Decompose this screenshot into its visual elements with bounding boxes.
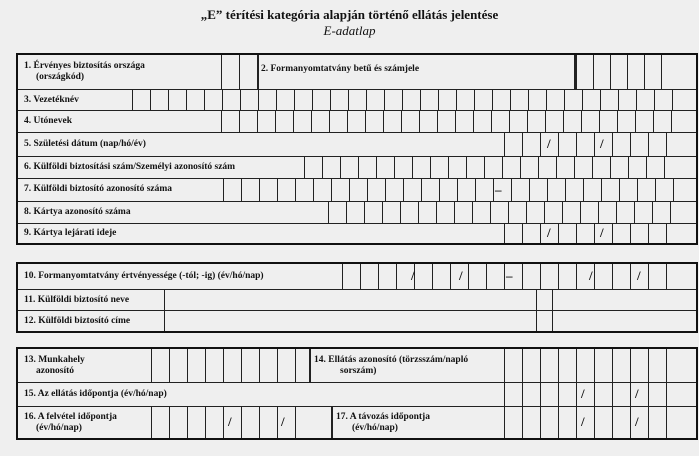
validity-box[interactable] — [648, 264, 666, 289]
given-name-box[interactable] — [401, 111, 419, 132]
surname-box[interactable] — [186, 90, 204, 110]
validity-box[interactable] — [540, 264, 558, 289]
insurance-number-box[interactable] — [646, 157, 664, 178]
given-name-box[interactable] — [653, 111, 671, 132]
insurer-id-box[interactable] — [547, 179, 565, 201]
surname-box[interactable] — [258, 90, 276, 110]
given-name-box[interactable] — [311, 111, 329, 132]
workplace-id-box[interactable] — [259, 349, 277, 382]
insurer-id-box[interactable] — [295, 179, 313, 201]
range-dash-separator: – — [506, 268, 513, 283]
discharge-date-box[interactable] — [630, 407, 648, 438]
row-10-validity — [18, 264, 696, 289]
insurer-id-box[interactable] — [223, 179, 241, 201]
card-id-box[interactable] — [670, 202, 696, 223]
care-id-box[interactable] — [648, 349, 666, 382]
card-id-box[interactable] — [454, 202, 472, 223]
card-expiry-box[interactable] — [522, 224, 540, 243]
validity-box[interactable] — [378, 264, 396, 289]
country-code-box-1[interactable] — [221, 55, 239, 89]
given-name-box[interactable] — [563, 111, 581, 132]
discharge-date-box[interactable] — [540, 407, 558, 438]
card-id-box[interactable] — [598, 202, 616, 223]
label-insurer-id: 7. Külföldi biztosító azonosító száma — [24, 184, 173, 194]
discharge-date-box[interactable] — [648, 407, 666, 438]
insurance-number-box[interactable] — [538, 157, 556, 178]
label-country-code: (országkód) — [36, 72, 85, 82]
country-code-box-2[interactable] — [239, 55, 257, 89]
given-name-box[interactable] — [419, 111, 437, 132]
insurer-id-box[interactable] — [259, 179, 277, 201]
discharge-date-box[interactable] — [594, 407, 612, 438]
care-id-box[interactable] — [612, 349, 630, 382]
insurance-number-box[interactable] — [502, 157, 520, 178]
surname-box[interactable] — [636, 90, 654, 110]
card-id-box[interactable] — [418, 202, 436, 223]
date-separator: / — [228, 414, 232, 429]
card-id-box[interactable] — [526, 202, 544, 223]
admission-date-box[interactable] — [223, 407, 241, 438]
given-name-box[interactable] — [509, 111, 527, 132]
given-name-box[interactable] — [617, 111, 635, 132]
date-separator: / — [600, 136, 604, 151]
form-subtitle: E-adatlap — [323, 23, 376, 38]
care-id-box[interactable] — [630, 349, 648, 382]
card-id-box[interactable] — [562, 202, 580, 223]
insurer-address-box[interactable] — [536, 311, 552, 331]
insurer-address-field-end[interactable] — [552, 311, 696, 331]
workplace-id-box[interactable] — [187, 349, 205, 382]
date-separator: / — [637, 268, 641, 283]
surname-box[interactable] — [600, 90, 618, 110]
given-name-box[interactable] — [455, 111, 473, 132]
insurer-id-box[interactable] — [619, 179, 637, 201]
care-date-box[interactable] — [522, 383, 540, 406]
insurer-id-box[interactable] — [565, 179, 583, 201]
surname-box[interactable] — [294, 90, 312, 110]
insurer-id-box[interactable] — [637, 179, 655, 201]
care-date-box[interactable] — [558, 383, 576, 406]
insurer-id-box[interactable] — [421, 179, 439, 201]
card-id-box[interactable] — [544, 202, 562, 223]
card-id-box[interactable] — [634, 202, 652, 223]
validity-box[interactable] — [612, 264, 630, 289]
label-insurance-number: 6. Külföldi biztosítási szám/Személyi azonosító szám — [24, 162, 236, 172]
card-id-box[interactable] — [580, 202, 598, 223]
given-name-box[interactable] — [545, 111, 563, 132]
discharge-date-box[interactable] — [576, 407, 594, 438]
validity-box[interactable] — [414, 264, 432, 289]
label-given-names: 4. Utónevek — [24, 116, 73, 126]
card-expiry-box[interactable] — [558, 224, 576, 243]
label-validity: 10. Formanyomtatvány értvényessége (-tól; -ig) (év/hó/nap) — [24, 271, 264, 281]
card-expiry-box[interactable] — [648, 224, 666, 243]
surname-box[interactable] — [312, 90, 330, 110]
insurance-number-box[interactable] — [664, 157, 696, 178]
row-5-birth-date — [18, 132, 696, 156]
given-name-box[interactable] — [383, 111, 401, 132]
given-name-box[interactable] — [365, 111, 383, 132]
care-date-box[interactable] — [666, 383, 696, 406]
section-form-validity — [16, 262, 698, 333]
admission-date-box[interactable] — [259, 407, 277, 438]
insurer-name-box[interactable] — [536, 290, 552, 310]
validity-box[interactable] — [432, 264, 450, 289]
birth-date-box[interactable] — [558, 133, 576, 156]
label-discharge-date: 17. A távozás időpontja — [336, 412, 430, 422]
insurance-number-box[interactable] — [628, 157, 646, 178]
label-insurance-country: 1. Érvényes biztosítás országa — [24, 61, 145, 71]
row-4-given-names — [18, 110, 696, 132]
card-id-box[interactable] — [472, 202, 490, 223]
insurer-id-box[interactable] — [349, 179, 367, 201]
label-admission-date-2: (év/hó/nap) — [36, 423, 82, 433]
given-name-box[interactable] — [239, 111, 257, 132]
insurance-number-box[interactable] — [574, 157, 592, 178]
insurer-id-box[interactable] — [277, 179, 295, 201]
card-id-box[interactable] — [508, 202, 526, 223]
insurer-id-box[interactable] — [475, 179, 493, 201]
care-date-box[interactable] — [576, 383, 594, 406]
form-title: „E” térítési kategória alapján történő ellátás jelentése — [200, 7, 499, 22]
birth-date-box[interactable] — [522, 133, 540, 156]
form-code-box[interactable] — [644, 55, 661, 89]
admission-date-box[interactable] — [205, 407, 223, 438]
card-id-box[interactable] — [328, 202, 346, 223]
label-card-expiry: 9. Kártya lejárati ideje — [24, 228, 117, 238]
surname-box[interactable] — [276, 90, 294, 110]
label-care-id-2: sorszám) — [340, 366, 377, 376]
insurance-number-box[interactable] — [340, 157, 358, 178]
admission-date-box[interactable] — [295, 407, 309, 438]
row-11-insurer-name — [18, 289, 696, 310]
surname-box[interactable] — [528, 90, 546, 110]
validity-box[interactable] — [594, 264, 612, 289]
birth-date-box[interactable] — [648, 133, 666, 156]
insurance-number-box[interactable] — [358, 157, 376, 178]
surname-box[interactable] — [492, 90, 510, 110]
surname-box[interactable] — [132, 90, 150, 110]
given-name-box[interactable] — [257, 111, 275, 132]
care-id-box[interactable] — [540, 349, 558, 382]
insurer-id-box[interactable] — [313, 179, 331, 201]
surname-box[interactable] — [222, 90, 240, 110]
given-name-box[interactable] — [473, 111, 491, 132]
insurer-id-box[interactable] — [583, 179, 601, 201]
row-3-surname — [18, 89, 696, 110]
label-card-id: 8. Kártya azonosító száma — [24, 207, 131, 217]
section-care-data — [16, 347, 698, 440]
date-separator: / — [581, 414, 585, 429]
given-name-box[interactable] — [671, 111, 696, 132]
form-code-box[interactable] — [610, 55, 627, 89]
validity-box[interactable] — [486, 264, 504, 289]
card-id-box[interactable] — [616, 202, 634, 223]
validity-box[interactable] — [558, 264, 576, 289]
row-7-insurer-id — [18, 178, 696, 201]
date-separator: / — [281, 414, 285, 429]
date-separator: / — [600, 225, 604, 240]
insurer-id-box[interactable] — [673, 179, 696, 201]
surname-box[interactable] — [402, 90, 420, 110]
card-expiry-box[interactable] — [666, 224, 696, 243]
birth-date-box[interactable] — [612, 133, 630, 156]
insurer-id-box[interactable] — [601, 179, 619, 201]
surname-box[interactable] — [564, 90, 582, 110]
validity-box[interactable] — [468, 264, 486, 289]
row-12-insurer-address — [18, 310, 696, 331]
insurer-name-field[interactable] — [164, 290, 536, 310]
form-code-box[interactable] — [627, 55, 644, 89]
given-name-box[interactable] — [599, 111, 617, 132]
given-name-box[interactable] — [329, 111, 347, 132]
care-id-box[interactable] — [576, 349, 594, 382]
insurer-id-box[interactable] — [241, 179, 259, 201]
validity-box[interactable] — [342, 264, 360, 289]
surname-box[interactable] — [456, 90, 474, 110]
care-date-box[interactable] — [594, 383, 612, 406]
card-expiry-box[interactable] — [612, 224, 630, 243]
surname-box[interactable] — [672, 90, 696, 110]
date-separator: / — [411, 268, 415, 283]
discharge-date-box[interactable] — [504, 407, 522, 438]
insurer-name-field-end[interactable] — [552, 290, 696, 310]
validity-box[interactable] — [522, 264, 540, 289]
given-name-box[interactable] — [581, 111, 599, 132]
insurer-id-box[interactable] — [457, 179, 475, 201]
surname-box[interactable] — [510, 90, 528, 110]
insurance-number-box[interactable] — [448, 157, 466, 178]
id-dash-separator: – — [495, 182, 502, 197]
insurer-id-box[interactable] — [403, 179, 421, 201]
section-personal-data — [16, 53, 698, 245]
workplace-id-box[interactable] — [205, 349, 223, 382]
label-insurer-address: 12. Külföldi biztosító címe — [24, 316, 131, 326]
surname-box[interactable] — [240, 90, 258, 110]
insurer-id-box[interactable] — [439, 179, 457, 201]
insurer-address-field[interactable] — [164, 311, 536, 331]
form-code-box[interactable] — [576, 55, 593, 89]
given-name-box[interactable] — [221, 111, 239, 132]
label-admission-date: 16. A felvétel időpontja — [24, 412, 117, 422]
insurer-id-box[interactable] — [331, 179, 349, 201]
row-13-14 — [18, 349, 696, 382]
insurance-number-box[interactable] — [556, 157, 574, 178]
row-1-2 — [18, 55, 696, 89]
card-id-box[interactable] — [346, 202, 364, 223]
workplace-id-box[interactable] — [241, 349, 259, 382]
care-date-box[interactable] — [612, 383, 630, 406]
card-id-box[interactable] — [436, 202, 454, 223]
label-form-code: 2. Formanyomtatvány betű és számjele — [261, 64, 420, 74]
label-discharge-date-2: (év/hó/nap) — [352, 423, 398, 433]
insurer-id-box[interactable] — [385, 179, 403, 201]
surname-box[interactable] — [168, 90, 186, 110]
label-surname: 3. Vezetéknév — [24, 95, 79, 105]
insurance-number-box[interactable] — [376, 157, 394, 178]
card-id-box[interactable] — [652, 202, 670, 223]
row-6-insurance-number — [18, 156, 696, 178]
insurance-number-box[interactable] — [466, 157, 484, 178]
admission-date-box[interactable] — [169, 407, 187, 438]
surname-box[interactable] — [330, 90, 348, 110]
given-name-box[interactable] — [347, 111, 365, 132]
insurance-number-box[interactable] — [430, 157, 448, 178]
birth-date-box[interactable] — [576, 133, 594, 156]
date-separator: / — [589, 268, 593, 283]
date-separator: / — [635, 386, 639, 401]
given-name-box[interactable] — [437, 111, 455, 132]
insurer-id-box[interactable] — [367, 179, 385, 201]
card-expiry-box[interactable] — [576, 224, 594, 243]
admission-date-box[interactable] — [277, 407, 295, 438]
card-expiry-box[interactable] — [504, 224, 522, 243]
workplace-id-box[interactable] — [151, 349, 169, 382]
care-date-box[interactable] — [630, 383, 648, 406]
given-name-box[interactable] — [491, 111, 509, 132]
form-code-box[interactable] — [661, 55, 679, 89]
birth-date-box[interactable] — [504, 133, 522, 156]
surname-box[interactable] — [618, 90, 636, 110]
card-id-box[interactable] — [364, 202, 382, 223]
surname-box[interactable] — [150, 90, 168, 110]
date-separator: / — [547, 225, 551, 240]
admission-date-box[interactable] — [151, 407, 169, 438]
workplace-id-box[interactable] — [223, 349, 241, 382]
row-8-card-id — [18, 201, 696, 223]
validity-box[interactable] — [360, 264, 378, 289]
surname-box[interactable] — [384, 90, 402, 110]
care-id-box[interactable] — [666, 349, 696, 382]
surname-box[interactable] — [348, 90, 366, 110]
birth-date-box[interactable] — [666, 133, 696, 156]
form-code-box[interactable] — [593, 55, 610, 89]
label-workplace-id: 13. Munkahely — [24, 355, 85, 365]
label-care-id: 14. Ellátás azonosító (törzsszám/napló — [314, 355, 469, 365]
care-id-box[interactable] — [558, 349, 576, 382]
date-separator: / — [635, 414, 639, 429]
insurance-number-box[interactable] — [412, 157, 430, 178]
discharge-date-box[interactable] — [612, 407, 630, 438]
insurer-id-box[interactable] — [655, 179, 673, 201]
workplace-id-box[interactable] — [169, 349, 187, 382]
date-separator: / — [459, 268, 463, 283]
surname-box[interactable] — [582, 90, 600, 110]
insurance-number-box[interactable] — [610, 157, 628, 178]
date-separator: / — [581, 386, 585, 401]
care-date-box[interactable] — [540, 383, 558, 406]
insurance-number-box[interactable] — [304, 157, 322, 178]
row-9-card-expiry — [18, 223, 696, 243]
row-16-17 — [18, 406, 696, 438]
surname-box[interactable] — [204, 90, 222, 110]
insurer-id-box[interactable] — [529, 179, 547, 201]
care-id-box[interactable] — [522, 349, 540, 382]
surname-box[interactable] — [654, 90, 672, 110]
surname-box[interactable] — [366, 90, 384, 110]
discharge-date-box[interactable] — [666, 407, 696, 438]
insurer-id-box[interactable] — [511, 179, 529, 201]
given-name-box[interactable] — [635, 111, 653, 132]
discharge-date-box[interactable] — [558, 407, 576, 438]
surname-box[interactable] — [438, 90, 456, 110]
care-id-box[interactable] — [504, 349, 522, 382]
workplace-id-box[interactable] — [277, 349, 295, 382]
discharge-date-box[interactable] — [522, 407, 540, 438]
label-birth-date: 5. Születési dátum (nap/hó/év) — [24, 139, 146, 149]
given-name-box[interactable] — [293, 111, 311, 132]
insurance-number-box[interactable] — [520, 157, 538, 178]
card-id-box[interactable] — [490, 202, 508, 223]
surname-box[interactable] — [474, 90, 492, 110]
validity-box[interactable] — [666, 264, 696, 289]
insurance-number-box[interactable] — [394, 157, 412, 178]
admission-date-box[interactable] — [241, 407, 259, 438]
row-15-care-date — [18, 382, 696, 406]
care-date-box[interactable] — [504, 383, 522, 406]
workplace-id-box[interactable] — [295, 349, 309, 382]
card-expiry-box[interactable] — [630, 224, 648, 243]
insurance-number-box[interactable] — [592, 157, 610, 178]
card-id-box[interactable] — [382, 202, 400, 223]
care-date-box[interactable] — [648, 383, 666, 406]
admission-date-box[interactable] — [187, 407, 205, 438]
surname-box[interactable] — [420, 90, 438, 110]
surname-box[interactable] — [546, 90, 564, 110]
birth-date-box[interactable] — [630, 133, 648, 156]
label-care-date: 15. Az ellátás időpontja (év/hó/nap) — [24, 389, 167, 399]
card-id-box[interactable] — [400, 202, 418, 223]
label-insurer-name: 11. Külföldi biztosító neve — [24, 295, 130, 305]
care-id-box[interactable] — [594, 349, 612, 382]
insurance-number-box[interactable] — [322, 157, 340, 178]
given-name-box[interactable] — [275, 111, 293, 132]
insurance-number-box[interactable] — [484, 157, 502, 178]
label-workplace-id-2: azonosító — [36, 366, 74, 376]
date-separator: / — [547, 136, 551, 151]
given-name-box[interactable] — [527, 111, 545, 132]
